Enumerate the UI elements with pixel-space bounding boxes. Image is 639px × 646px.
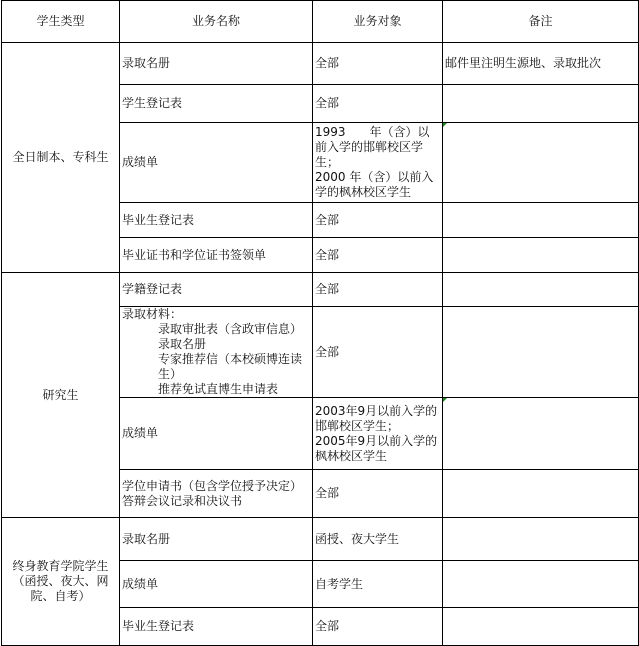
remark-cell	[443, 238, 639, 273]
name-line: 录取审批表（含政审信息）	[158, 322, 303, 336]
table-row	[2, 273, 639, 307]
business-name-cell: 毕业生登记表	[120, 608, 313, 646]
business-target-cell: 全部	[313, 238, 443, 273]
name-line: 推荐免试直博生申请表	[158, 382, 279, 396]
header-remarks: 备注	[443, 1, 639, 43]
business-name-cell: 成绩单	[120, 123, 313, 203]
remark-cell	[443, 561, 639, 608]
student-type-cell: 研究生	[2, 273, 120, 518]
remark-cell: 邮件里注明生源地、录取批次	[443, 43, 639, 85]
remark-cell	[443, 273, 639, 307]
target-line: 2003年9月以前入学的邯郸校区学生；	[315, 403, 438, 433]
business-name-cell: 录取名册	[120, 518, 313, 561]
business-name-cell: 成绩单	[120, 398, 313, 470]
student-type-cell: 终身教育学院学生（函授、夜大、网院、自考）	[2, 518, 120, 646]
business-target-cell: 函授、夜大学生	[313, 518, 443, 561]
name-line: 录取材料：	[122, 307, 183, 321]
header-student-type: 学生类型	[2, 1, 120, 43]
name-line: 学位申请书（包含学位授予决定）	[122, 478, 303, 493]
remark-cell	[443, 307, 639, 398]
remark-cell	[443, 518, 639, 561]
remark-cell	[443, 470, 639, 518]
business-target-cell: 自考学生	[313, 561, 443, 608]
table-row	[2, 43, 639, 85]
remark-cell	[443, 203, 639, 238]
remark-cell	[443, 85, 639, 123]
name-line: 答辩会议记录和决议书	[122, 493, 243, 508]
header-business-name: 业务名称	[120, 1, 313, 43]
business-target-cell: 全部	[313, 85, 443, 123]
business-target-cell: 全部	[313, 470, 443, 518]
remark-cell	[443, 608, 639, 646]
header-row	[2, 1, 639, 43]
business-name-cell: 成绩单	[120, 561, 313, 608]
name-line: 专家推荐信（本校硕博连读生）	[158, 352, 303, 381]
header-business-target: 业务对象	[313, 1, 443, 43]
business-name-cell: 毕业生登记表	[120, 203, 313, 238]
target-line: 1993 年（含）以前入学的邯郸校区学生；	[315, 125, 430, 169]
business-target-cell	[313, 398, 443, 470]
remark-cell	[443, 123, 639, 203]
business-name-cell	[120, 307, 313, 398]
business-target-cell: 全部	[313, 43, 443, 85]
business-target-cell	[313, 123, 443, 203]
remark-cell	[443, 398, 639, 470]
business-name-cell	[120, 470, 313, 518]
business-name-cell: 毕业证书和学位证书签领单	[120, 238, 313, 273]
records-table	[1, 0, 639, 646]
table-row	[2, 518, 639, 561]
business-target-cell: 全部	[313, 608, 443, 646]
target-line: 2000 年（含）以前入学的枫林校区学生	[315, 170, 434, 199]
business-target-cell: 全部	[313, 273, 443, 307]
student-type-cell: 全日制本、专科生	[2, 43, 120, 273]
target-line: 2005年9月以前入学的枫林校区学生	[315, 433, 438, 463]
business-name-cell: 学籍登记表	[120, 273, 313, 307]
business-target-cell: 全部	[313, 203, 443, 238]
business-name-cell: 学生登记表	[120, 85, 313, 123]
business-name-cell: 录取名册	[120, 43, 313, 85]
business-target-cell: 全部	[313, 307, 443, 398]
name-line: 录取名册	[158, 337, 207, 351]
